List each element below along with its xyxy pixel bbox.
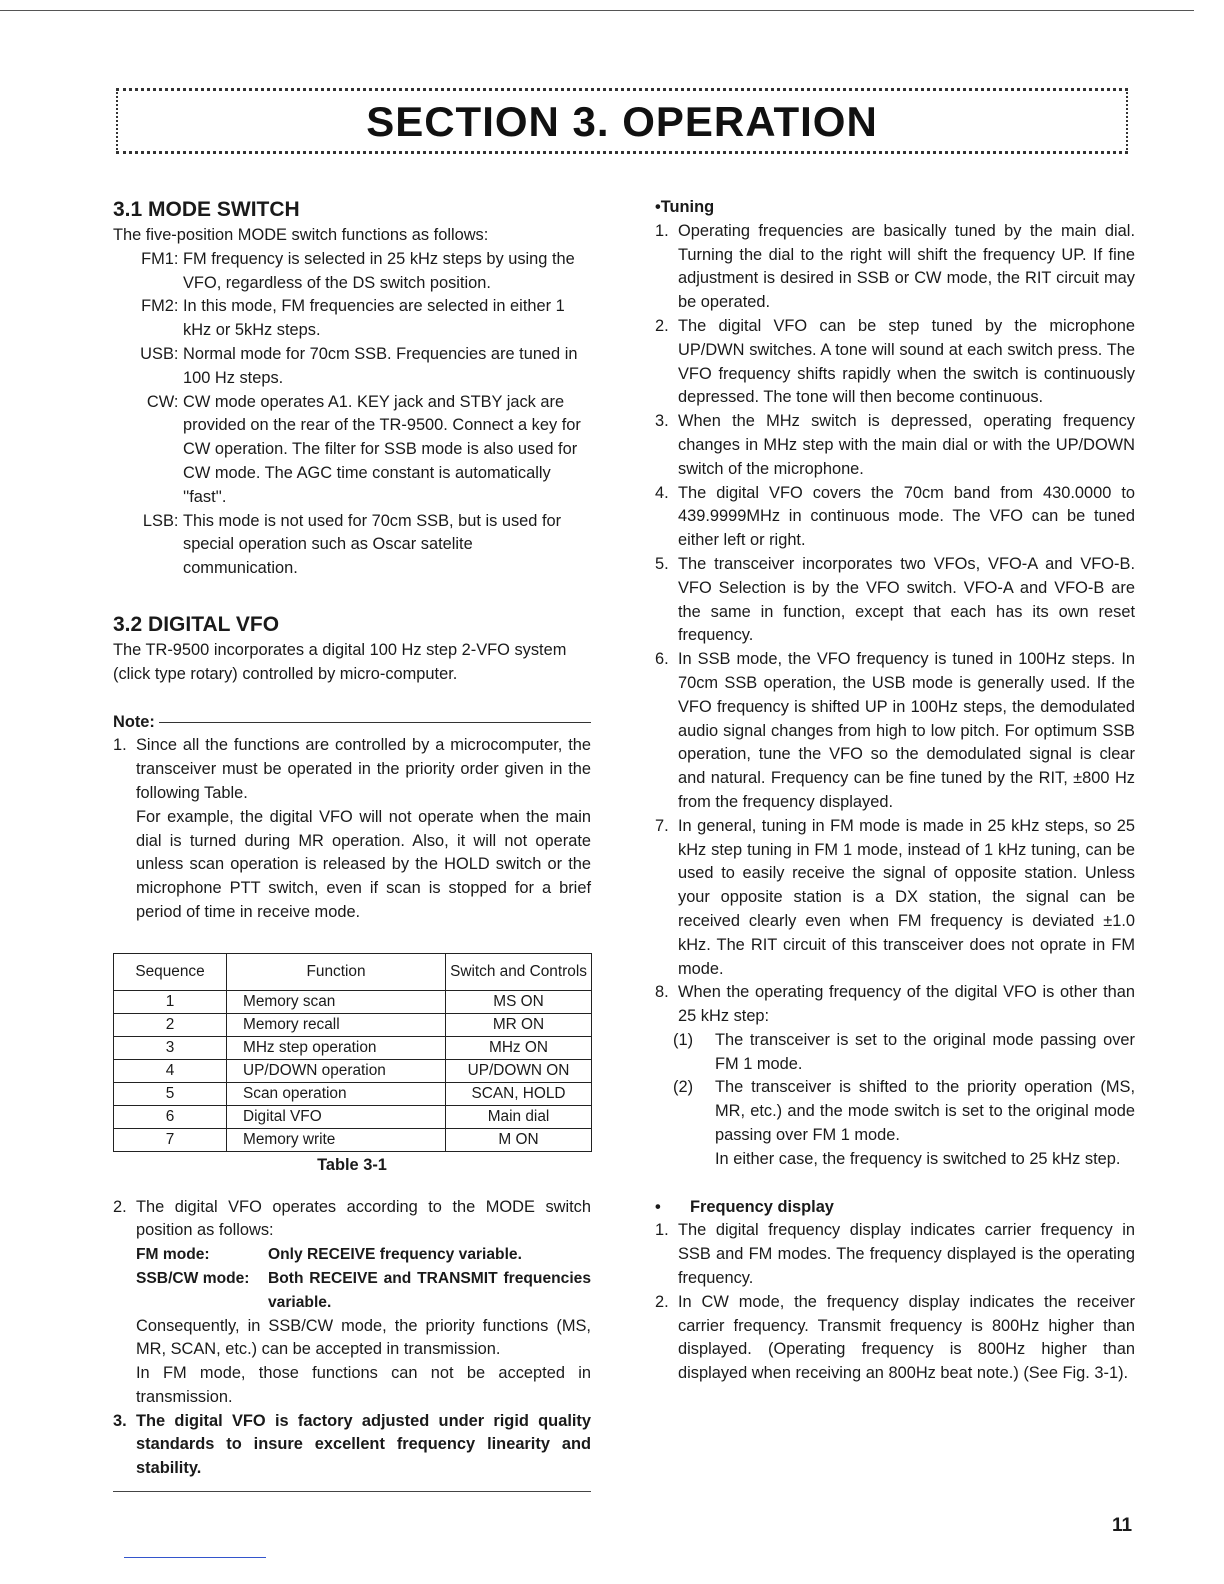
table-row (114, 1128, 592, 1151)
table-cell: 7 (114, 1128, 227, 1151)
table-cell: UP/DOWN operation (227, 1059, 446, 1082)
item-text: Operating frequencies are basically tuned by the main dial. Turning the dial to the right will shift the frequency UP. If fine adjustment is desired in SSB or CW mode, the RIT circuit may be operated. (678, 221, 1135, 312)
fm-mode-text: Only RECEIVE frequency variable. (268, 1246, 522, 1264)
heading-mode-switch: 3.1 MODE SWITCH (113, 198, 300, 221)
table-cell: 6 (114, 1105, 227, 1128)
item-number: 5. (655, 554, 669, 573)
mode-text: Normal mode for 70cm SSB. Frequencies are tuned in 100 Hz steps. (183, 344, 578, 387)
priority-table (113, 953, 592, 1152)
table-cell: Memory write (227, 1128, 446, 1151)
ssb-mode-line (136, 1267, 591, 1315)
heading-frequency-display (655, 1196, 1135, 1220)
note-header (113, 711, 591, 735)
tuning-item (655, 648, 1135, 815)
mode-variability (136, 1243, 591, 1314)
page-number: 11 (1112, 1515, 1133, 1536)
note-consequently: Consequently, in SSB/CW mode, the priority functions (MS, MR, SCAN, etc.) can be accepted in transmission. (136, 1316, 591, 1359)
mode-key: FM1: (141, 249, 179, 268)
table-row (114, 1082, 592, 1105)
table-cell: 1 (114, 990, 227, 1013)
table-cell: MHz ON (446, 1036, 592, 1059)
table-cell: UP/DOWN ON (446, 1059, 592, 1082)
section-title: SECTION 3. OPERATION (366, 98, 878, 145)
tuning-item (655, 220, 1135, 315)
section-banner (116, 88, 1128, 154)
table-row (114, 1013, 592, 1036)
tuning-item (655, 410, 1135, 481)
note-number: 2. (113, 1197, 127, 1216)
table-row (114, 1036, 592, 1059)
item-number: 2. (655, 316, 669, 335)
table-header: Function (227, 953, 446, 990)
subitem-extra: In either case, the frequency is switched to 25 kHz step. (715, 1149, 1121, 1168)
note-label: Note: (113, 712, 155, 731)
ssb-mode-text: Both RECEIVE and TRANSMIT frequencies variable. (268, 1269, 591, 1311)
item-text: In SSB mode, the VFO frequency is tuned in 100Hz steps. In 70cm SSB operation, the USB mode is generally used. If the VFO frequency is shifted UP in 100Hz steps, the demodulated audio signal changes from high to low pitch. For optimum SSB operation, tune the VFO so the demodulated signal is clear and natural. Frequency can be fine tuned by the RIT, ±800 Hz from the frequency displayed. (678, 650, 1135, 811)
table-header: Switch and Controls (446, 953, 592, 990)
item-text: In general, tuning in FM mode is made in 25 kHz steps, so 25 kHz step tuning in FM 1 mode, instead of 1 kHz tuning, can be used to easily receive the signal of opposite station. Unless your opposite station is a DX station, the signal can be received clearly even when FM frequency is deviated ±1.0 kHz. The RIT circuit of this transceiver does not oprate in FM mode. (678, 816, 1135, 978)
item-number: 1. (655, 1221, 669, 1240)
table-row (114, 1105, 592, 1128)
item-text: In CW mode, the frequency display indicates the receiver carrier frequency. Transmit frequency is 800Hz higher than displayed. (Operating frequency is 800Hz higher than displayed when receiving an 800Hz beat note.) (See Fig. 3-1). (678, 1292, 1135, 1383)
subitem-number: (2) (673, 1078, 694, 1097)
subitem-text: The transceiver is shifted to the priority operation (MS, MR, etc.) and the mode switch is set to the original mode passing over FM 1 mode. (715, 1078, 1135, 1145)
left-column (113, 196, 591, 1492)
heading-tuning: •Tuning (655, 198, 715, 216)
item-text: When the operating frequency of the digital VFO is other than 25 kHz step: (678, 983, 1135, 1026)
table-cell: Scan operation (227, 1082, 446, 1105)
item-number: 1. (655, 221, 669, 240)
table-cell: Memory scan (227, 990, 446, 1013)
note-item-3 (113, 1410, 591, 1481)
item-text: The digital VFO covers the 70cm band from 430.0000 to 439.9999MHz in continuous mode. The VFO can be tuned either left or right. (678, 483, 1135, 550)
note-number: 1. (113, 736, 127, 755)
mode-key: FM2: (141, 297, 179, 316)
item-text: The digital VFO can be step tuned by the microphone UP/DWN switches. A tone will sound at each switch press. The VFO frequency shifts rapidly when the switch is continuously depressed. The tone will then become continuous. (678, 316, 1135, 407)
table-row (114, 990, 592, 1013)
heading-digital-vfo: 3.2 DIGITAL VFO (113, 612, 280, 636)
table-cell: MS ON (446, 990, 592, 1013)
table-cell: MR ON (446, 1013, 592, 1036)
note-example: For example, the digital VFO will not operate when the main dial is turned during MR operation. Also, it will not operate unless scan operation is released by the HOLD switch or the microphone PTT switch, even if scan is stopped for a brief period of time in receive mode. (136, 807, 591, 921)
frequency-item (655, 1219, 1135, 1290)
top-rule (0, 10, 1194, 11)
fm-mode-line (136, 1243, 591, 1267)
table-cell: 2 (114, 1013, 227, 1036)
item-number: 8. (655, 983, 669, 1002)
note-text: Since all the functions are controlled by a microcomputer, the transceiver must be operated in the priority order given in the following Table. (136, 736, 591, 802)
frequency-item (655, 1291, 1135, 1386)
mode-switch-intro: The five-position MODE switch functions as follows: (113, 226, 489, 244)
table-cell: Memory recall (227, 1013, 446, 1036)
note-item-2 (113, 1196, 591, 1410)
table-cell: MHz step operation (227, 1036, 446, 1059)
table-header-row (114, 953, 592, 990)
table-cell: SCAN, HOLD (446, 1082, 592, 1105)
mode-item (113, 295, 591, 343)
table-cell: M ON (446, 1128, 592, 1151)
footer-line (124, 1557, 266, 1558)
note-fm: In FM mode, those functions can not be accepted in transmission. (136, 1364, 591, 1406)
mode-item (113, 510, 591, 581)
table-row (114, 1059, 592, 1082)
tuning-subitem (655, 1029, 1135, 1077)
note-item-1 (113, 734, 591, 924)
table-cell: Main dial (446, 1105, 592, 1128)
tuning-item-8 (655, 981, 1135, 1029)
mode-item (113, 248, 591, 296)
mode-key: LSB: (142, 511, 179, 530)
table-cell: Digital VFO (227, 1105, 446, 1128)
right-column (655, 196, 1135, 1386)
item-number: 6. (655, 650, 669, 669)
frequency-display-heading: Frequency display (690, 1197, 834, 1216)
mode-key: CW: (146, 392, 179, 411)
mode-item (113, 391, 591, 510)
mode-key: USB: (140, 344, 179, 363)
subitem-text: The transceiver is set to the original mode passing over FM 1 mode. (715, 1030, 1135, 1073)
table-cell: 4 (114, 1059, 227, 1082)
table-cell: 5 (114, 1082, 227, 1105)
subitem-number: (1) (673, 1030, 694, 1049)
column-bottom-rule (113, 1491, 591, 1492)
tuning-item (655, 815, 1135, 982)
item-number: 4. (655, 483, 669, 502)
mode-text: In this mode, FM frequencies are selected in either 1 kHz or 5kHz steps. (183, 297, 565, 340)
table-caption: Table 3-1 (317, 1155, 387, 1174)
item-number: 7. (655, 816, 669, 835)
tuning-subitem (655, 1076, 1135, 1171)
item-text: The transceiver incorporates two VFOs, VFO-A and VFO-B. VFO Selection is by the VFO switch. VFO-A and VFO-B are the same in function, except that each has its own reset frequency. (678, 554, 1135, 645)
note-text: The digital VFO operates according to the MODE switch position as follows: (136, 1197, 591, 1240)
mode-text: This mode is not used for 70cm SSB, but is used for special operation such as Oscar satelite communication. (183, 511, 562, 578)
tuning-item (655, 553, 1135, 648)
bullet: • (655, 1197, 661, 1216)
ssb-mode-label: SSB/CW mode: (136, 1269, 250, 1287)
digital-vfo-intro: The TR-9500 incorporates a digital 100 Hz step 2-VFO system (click type rotary) controlled by micro-computer. (113, 640, 567, 683)
table-header: Sequence (114, 953, 227, 990)
item-text: The digital frequency display indicates carrier frequency in SSB and FM modes. The frequency displayed is the operating frequency. (678, 1221, 1135, 1288)
item-number: 3. (655, 412, 669, 431)
table-cell: 3 (114, 1036, 227, 1059)
tuning-item (655, 482, 1135, 553)
fm-mode-label: FM mode: (136, 1246, 210, 1264)
item-number: 2. (655, 1292, 669, 1311)
note-rule (159, 722, 591, 723)
mode-text: CW mode operates A1. KEY jack and STBY jack are provided on the rear of the TR-9500. Connect a key for CW operation. The filter for SSB mode is also used for CW mode. The AGC time constant is automatically ''fast''. (183, 392, 581, 506)
mode-item (113, 343, 591, 391)
tuning-item (655, 315, 1135, 410)
item-text: When the MHz switch is depressed, operating frequency changes in MHz step with the main dial or with the UP/DOWN switch of the microphone. (678, 412, 1135, 478)
note-number: 3. (113, 1411, 127, 1430)
note-text: The digital VFO is factory adjusted under rigid quality standards to insure excellent frequency linearity and stability. (136, 1411, 591, 1478)
mode-text: FM frequency is selected in 25 kHz steps by using the VFO, regardless of the DS switch position. (183, 249, 575, 292)
